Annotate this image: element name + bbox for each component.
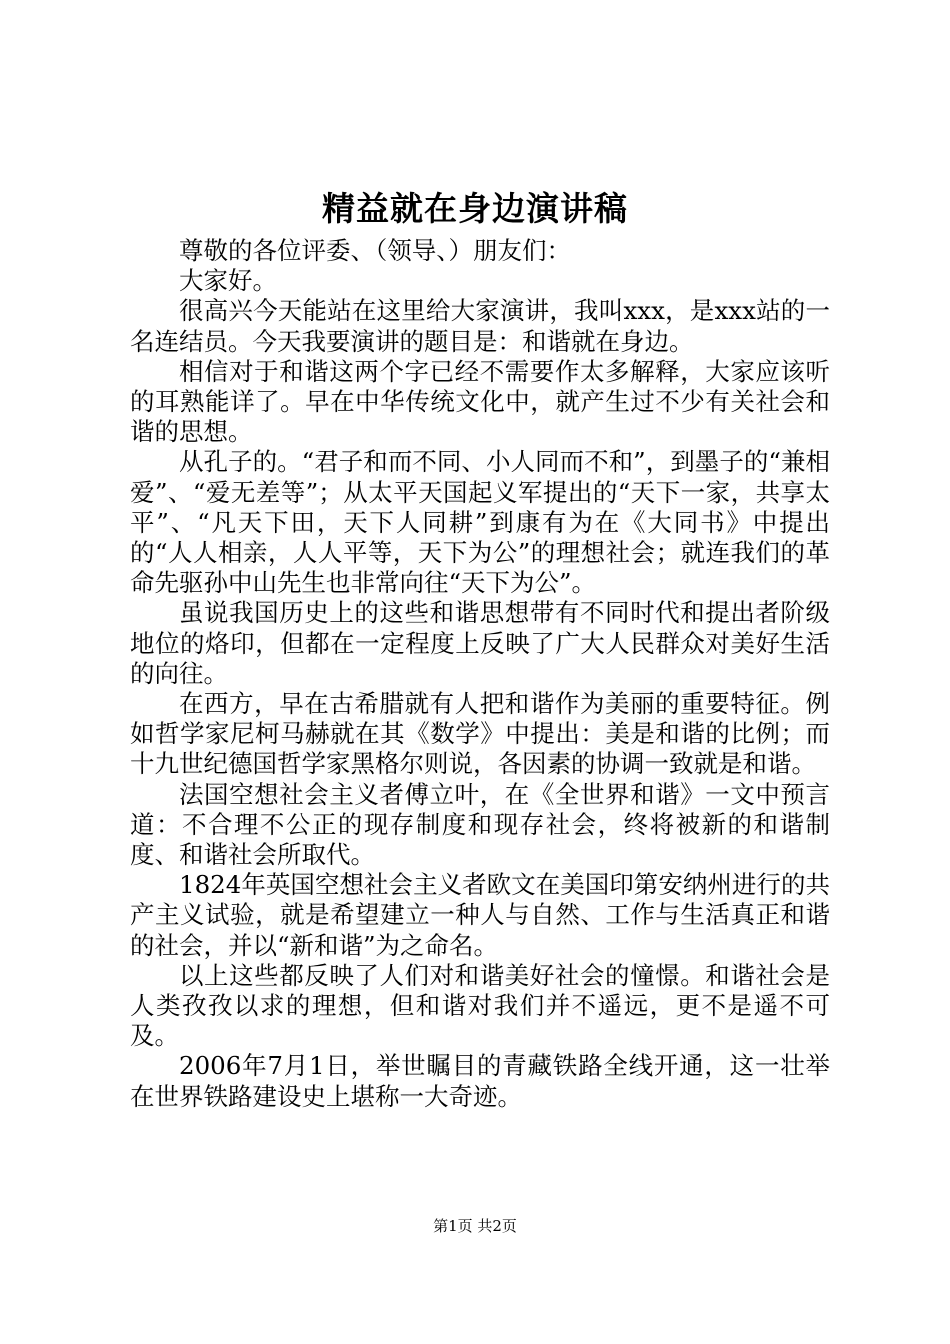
document-title: 精益就在身边演讲稿: [322, 189, 628, 228]
paragraph: 2006年7月1日，举世瞩目的青藏铁路全线开通，这一壮举在世界铁路建设史上堪称一大奇迹。: [130, 1051, 830, 1111]
document-body: [130, 236, 830, 1112]
paragraph: 虽说我国历史上的这些和谐思想带有不同时代和提出者阶级地位的烙印，但都在一定程度上反映了广大人民群众对美好生活的向往。: [130, 598, 830, 688]
paragraph: 从孔子的。“君子和而不同、小人同而不和”，到墨子的“兼相爱”、“爱无差等”；从太平天国起义军提出的“天下一家，共享太平”、“凡天下田，天下人同耕”到康有为在《大同书》中提出的“人人相亲，人人平等，天下为公”的理想社会；就连我们的革命先驱孙中山先生也非常向往“天下为公”。: [130, 447, 830, 598]
paragraph-greeting: 大家好。: [179, 266, 277, 296]
paragraph: 1824年英国空想社会主义者欧文在美国印第安纳州进行的共产主义试验，就是希望建立一种人与自然、工作与生活真正和谐的社会，并以“新和谐”为之命名。: [130, 870, 830, 960]
paragraph: 法国空想社会主义者傅立叶，在《全世界和谐》一文中预言道：不合理不公正的现存制度和现存社会，终将被新的和谐制度、和谐社会所取代。: [130, 779, 830, 870]
paragraph: 相信对于和谐这两个字已经不需要作太多解释，大家应该听的耳熟能详了。早在中华传统文化中，就产生过不少有关社会和谐的思想。: [130, 356, 830, 447]
paragraph: 以上这些都反映了人们对和谐美好社会的憧憬。和谐社会是人类孜孜以求的理想，但和谐对我们并不遥远，更不是遥不可及。: [130, 960, 830, 1051]
paragraph-salutation: 尊敬的各位评委、（领导、）朋友们：: [179, 236, 571, 265]
paragraph: 很高兴今天能站在这里给大家演讲，我叫xxx，是xxx站的一名连结员。今天我要演讲的题目是：和谐就在身边。: [130, 296, 830, 356]
paragraph: 在西方，早在古希腊就有人把和谐作为美丽的重要特征。例如哲学家尼柯马赫就在其《数学》中提出：美是和谐的比例；而十九世纪德国哲学家黑格尔则说，各因素的协调一致就是和谐。: [130, 689, 830, 779]
page-number-footer: 第1页 共2页: [433, 1217, 517, 1235]
